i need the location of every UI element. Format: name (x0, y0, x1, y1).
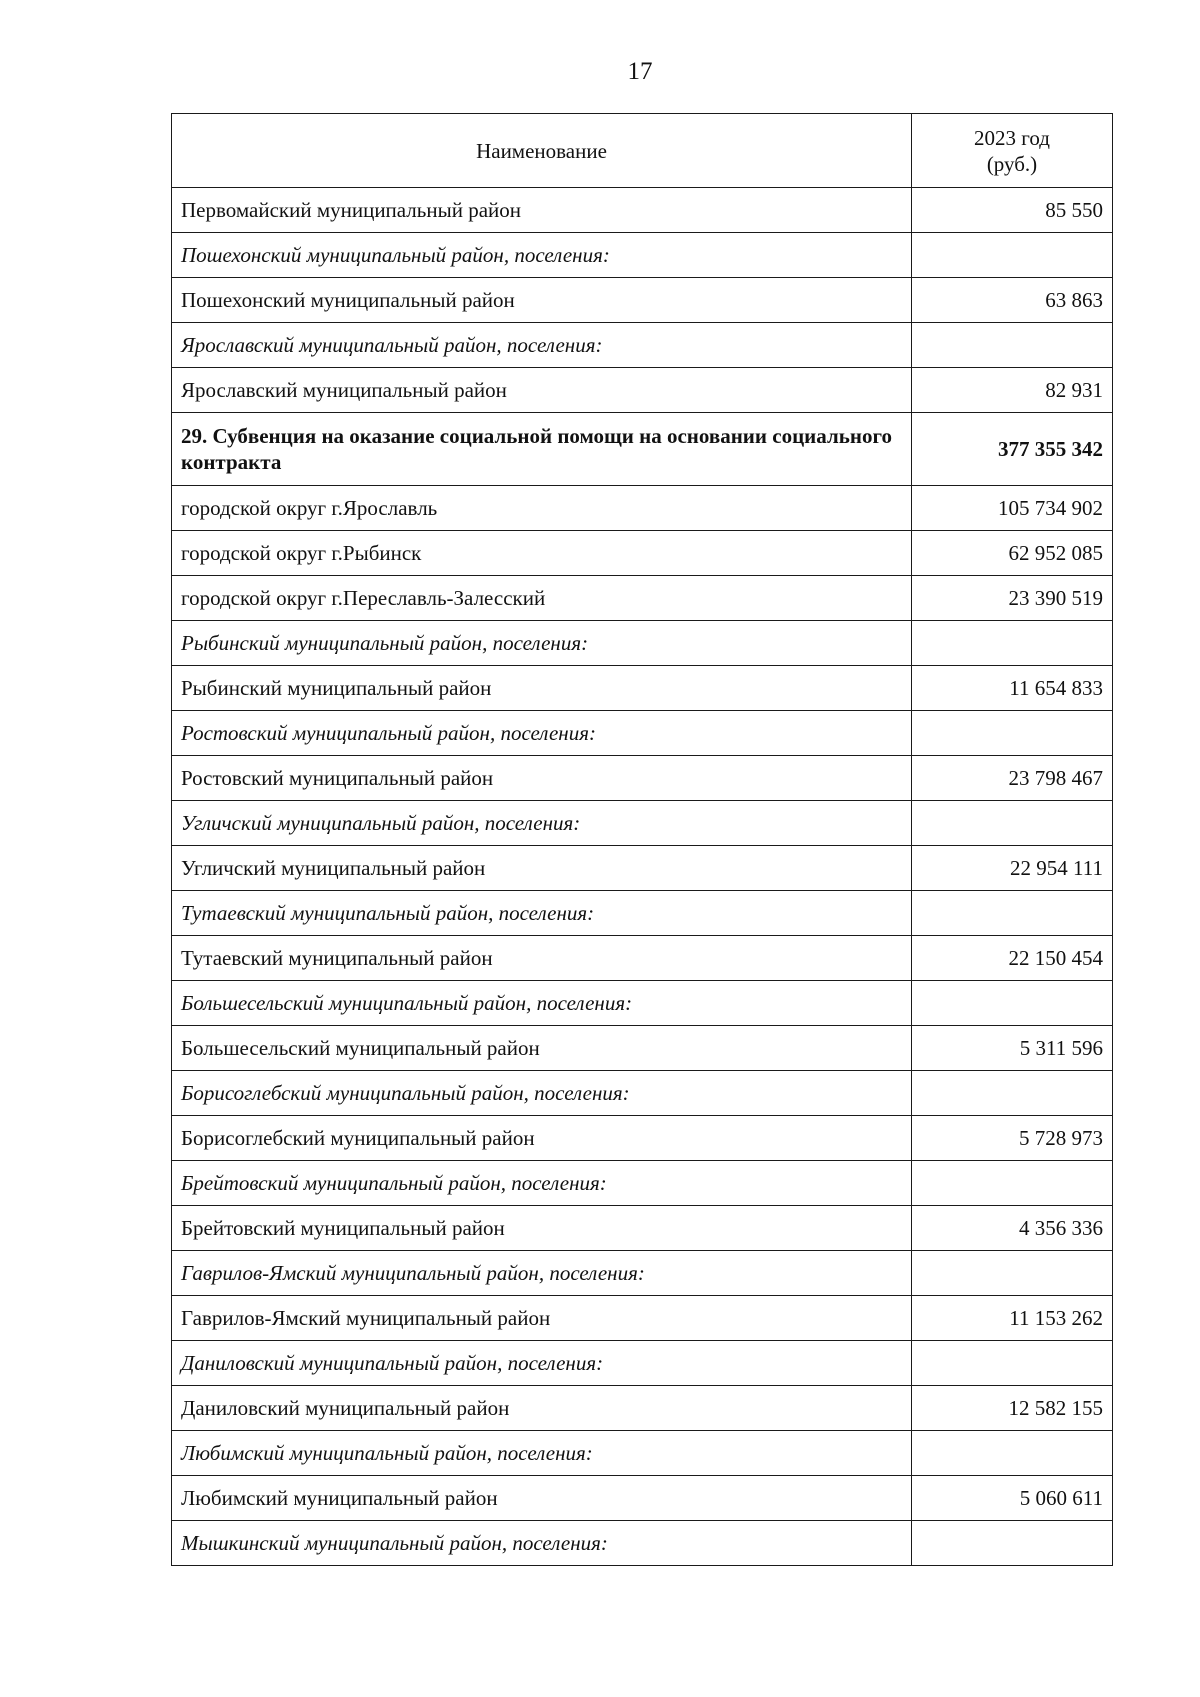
table-row (172, 711, 1113, 756)
row-value (912, 233, 1113, 278)
row-name: Мышкинский муниципальный район, поселения: (172, 1521, 912, 1566)
row-value: 5 060 611 (912, 1476, 1113, 1521)
table-row (172, 846, 1113, 891)
row-name: Тутаевский муниципальный район (172, 936, 912, 981)
row-value: 22 954 111 (912, 846, 1113, 891)
table-row (172, 323, 1113, 368)
row-value (912, 323, 1113, 368)
row-value: 63 863 (912, 278, 1113, 323)
row-value (912, 711, 1113, 756)
row-value: 23 390 519 (912, 576, 1113, 621)
table-row (172, 188, 1113, 233)
table-row (172, 368, 1113, 413)
row-name: городской округ г.Ярославль (172, 486, 912, 531)
row-value: 11 654 833 (912, 666, 1113, 711)
row-value: 23 798 467 (912, 756, 1113, 801)
row-name: Ростовский муниципальный район (172, 756, 912, 801)
table-row (172, 1296, 1113, 1341)
row-name: 29. Субвенция на оказание социальной помощи на основании социального контракта (172, 413, 912, 486)
row-value (912, 1161, 1113, 1206)
table-row (172, 1341, 1113, 1386)
table-row (172, 233, 1113, 278)
table-row (172, 1026, 1113, 1071)
table-row (172, 756, 1113, 801)
row-name: Борисоглебский муниципальный район (172, 1116, 912, 1161)
row-value (912, 1071, 1113, 1116)
table-row (172, 1071, 1113, 1116)
row-value: 82 931 (912, 368, 1113, 413)
page-number: 17 (627, 58, 653, 85)
row-value: 377 355 342 (912, 413, 1113, 486)
row-name: Рыбинский муниципальный район (172, 666, 912, 711)
row-name: Любимский муниципальный район, поселения: (172, 1431, 912, 1476)
table-row (172, 981, 1113, 1026)
table-row (172, 413, 1113, 486)
row-name: городской округ г.Переславль-Залесский (172, 576, 912, 621)
row-value: 11 153 262 (912, 1296, 1113, 1341)
table-row (172, 1386, 1113, 1431)
row-name: Даниловский муниципальный район (172, 1386, 912, 1431)
row-name: Большесельский муниципальный район, поселения: (172, 981, 912, 1026)
row-name: Ростовский муниципальный район, поселения: (172, 711, 912, 756)
row-value: 22 150 454 (912, 936, 1113, 981)
table-row (172, 936, 1113, 981)
row-value (912, 801, 1113, 846)
row-name: городской округ г.Рыбинск (172, 531, 912, 576)
row-name: Брейтовский муниципальный район (172, 1206, 912, 1251)
table-row (172, 1116, 1113, 1161)
row-value (912, 1251, 1113, 1296)
row-value: 5 311 596 (912, 1026, 1113, 1071)
table-row (172, 1476, 1113, 1521)
row-name: Гаврилов-Ямский муниципальный район, поселения: (172, 1251, 912, 1296)
row-name: Тутаевский муниципальный район, поселения: (172, 891, 912, 936)
table-row (172, 1206, 1113, 1251)
budget-table (171, 113, 1113, 1566)
row-name: Пошехонский муниципальный район, поселения: (172, 233, 912, 278)
header-value (912, 114, 1113, 188)
row-name: Угличский муниципальный район (172, 846, 912, 891)
table-row (172, 531, 1113, 576)
row-name: Гаврилов-Ямский муниципальный район (172, 1296, 912, 1341)
row-value: 85 550 (912, 188, 1113, 233)
row-name: Угличский муниципальный район, поселения: (172, 801, 912, 846)
row-name: Любимский муниципальный район (172, 1476, 912, 1521)
row-name: Первомайский муниципальный район (172, 188, 912, 233)
row-value: 12 582 155 (912, 1386, 1113, 1431)
table-row (172, 801, 1113, 846)
row-value (912, 891, 1113, 936)
table-row (172, 1521, 1113, 1566)
row-value (912, 1431, 1113, 1476)
table-row (172, 1161, 1113, 1206)
row-value (912, 981, 1113, 1026)
row-name: Пошехонский муниципальный район (172, 278, 912, 323)
table-header-row (172, 114, 1113, 188)
row-value (912, 1521, 1113, 1566)
table-row (172, 1431, 1113, 1476)
row-value (912, 621, 1113, 666)
row-value (912, 1341, 1113, 1386)
table-row (172, 621, 1113, 666)
table-row (172, 1251, 1113, 1296)
row-name: Ярославский муниципальный район, поселения: (172, 323, 912, 368)
header-value-year: 2023 год (974, 125, 1050, 150)
row-value: 62 952 085 (912, 531, 1113, 576)
table-row (172, 666, 1113, 711)
row-name: Даниловский муниципальный район, поселения: (172, 1341, 912, 1386)
table-row (172, 486, 1113, 531)
row-name: Большесельский муниципальный район (172, 1026, 912, 1071)
header-value-unit: (руб.) (986, 151, 1038, 176)
table-row (172, 278, 1113, 323)
row-name: Борисоглебский муниципальный район, поселения: (172, 1071, 912, 1116)
row-value: 105 734 902 (912, 486, 1113, 531)
row-value: 4 356 336 (912, 1206, 1113, 1251)
row-name: Ярославский муниципальный район (172, 368, 912, 413)
table-body (172, 188, 1113, 1566)
row-name: Брейтовский муниципальный район, поселения: (172, 1161, 912, 1206)
table-row (172, 891, 1113, 936)
header-name: Наименование (172, 114, 912, 188)
table-row (172, 576, 1113, 621)
row-name: Рыбинский муниципальный район, поселения: (172, 621, 912, 666)
row-value: 5 728 973 (912, 1116, 1113, 1161)
